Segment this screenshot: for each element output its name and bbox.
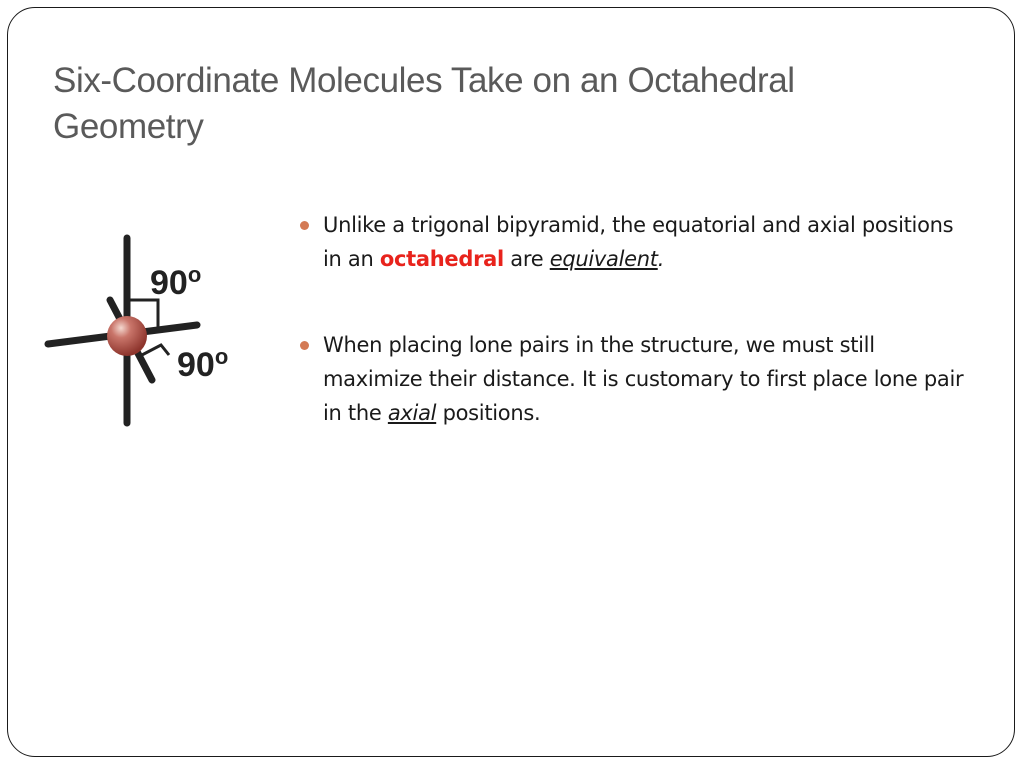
bullet-list (295, 208, 975, 482)
right-angle-marker-bottom (140, 345, 169, 356)
title-line-1: Six-Coordinate Molecules Take on an Octahedral (53, 61, 795, 100)
emphasis-term: axial (387, 401, 437, 425)
slide-title (53, 58, 953, 150)
bullet-icon (300, 221, 309, 230)
angle-label-top: 90$^o$ (150, 262, 202, 302)
bullet-item: When placing lone pairs in the structure, we must still maximize their distance. It is customary to first place lone pair in the axial positions. (295, 328, 975, 430)
title-line-2: Geometry (53, 107, 204, 146)
highlight-term: octahedral (379, 247, 504, 271)
angle-label-bottom: 90$^o$ (177, 344, 229, 384)
bullet-icon (300, 341, 309, 350)
octahedral-angle-diagram (40, 228, 250, 433)
bullet-item: Unlike a trigonal bipyramid, the equatorial and axial positions in an octahedral are equivalent. (295, 208, 975, 276)
central-atom (107, 316, 147, 356)
emphasis-term: equivalent (549, 247, 658, 271)
